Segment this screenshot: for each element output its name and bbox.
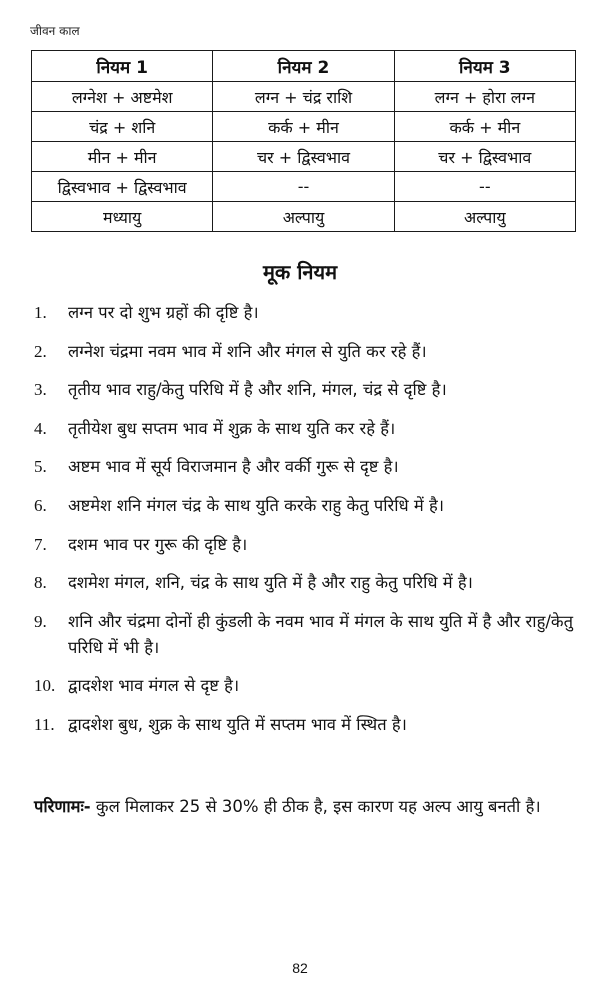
table-cell: --: [394, 172, 575, 202]
table-cell: कर्क + मीन: [394, 112, 575, 142]
table-cell: मध्यायु: [32, 202, 213, 232]
list-item: [34, 339, 579, 365]
list-item-number: 2.: [34, 341, 47, 361]
result-paragraph: [34, 793, 579, 820]
list-item-number: 7.: [34, 534, 47, 554]
list-item: [34, 712, 579, 738]
points-list: [34, 300, 579, 751]
list-item-text: द्वादशेश भाव मंगल से दृष्ट है।: [68, 676, 240, 696]
table-header-cell: नियम 1: [32, 51, 213, 82]
table-row: [32, 202, 576, 232]
table-cell: मीन + मीन: [32, 142, 213, 172]
list-item-number: 9.: [34, 611, 47, 631]
result-text: कुल मिलाकर 25 से 30% ही ठीक है, इस कारण यह अल्प आयु बनती है।: [90, 797, 541, 816]
list-item-number: 5.: [34, 457, 47, 477]
list-item-text: तृतीय भाव राहु/केतु परिधि में है और शनि, मंगल, चंद्र से दृष्टि है।: [68, 380, 447, 400]
list-item-text: दशम भाव पर गुरू की दृष्टि है।: [68, 534, 248, 554]
table-row: [32, 172, 576, 202]
table-cell: चर + द्विस्वभाव: [394, 142, 575, 172]
table-cell: चंद्र + शनि: [32, 112, 213, 142]
list-item-text: दशमेश मंगल, शनि, चंद्र के साथ युति में है और राहु केतु परिधि में है।: [68, 573, 473, 593]
page-number: 82: [292, 960, 308, 976]
list-item-number: 8.: [34, 573, 47, 593]
table-cell: कर्क + मीन: [213, 112, 394, 142]
table-cell: लग्न + चंद्र राशि: [213, 82, 394, 112]
table-header-cell: नियम 3: [394, 51, 575, 82]
list-item: [34, 493, 579, 519]
list-item: [34, 532, 579, 558]
list-item: [34, 609, 579, 661]
list-item-text: लग्न पर दो शुभ ग्रहों की दृष्टि है।: [68, 303, 259, 322]
table-row: [32, 142, 576, 172]
rules-table: [31, 50, 576, 232]
table-cell: अल्पायु: [213, 202, 394, 232]
table-cell: लग्न + होरा लग्न: [394, 82, 575, 112]
list-item-text: तृतीयेश बुध सप्तम भाव में शुक्र के साथ युति कर रहे हैं।: [68, 418, 396, 438]
list-item: [34, 377, 579, 403]
list-item: [34, 570, 579, 596]
list-item: [34, 300, 579, 326]
section-title: मूक नियम: [262, 260, 338, 284]
table-row: [32, 82, 576, 112]
result-label: परिणामः-: [34, 797, 91, 816]
table-cell: चर + द्विस्वभाव: [213, 142, 394, 172]
list-item-text: अष्टम भाव में सूर्य विराजमान है और वर्की गुरू से दृष्ट है।: [68, 457, 399, 477]
table-cell: द्विस्वभाव + द्विस्वभाव: [32, 172, 213, 202]
table-row: [32, 112, 576, 142]
list-item-number: 11.: [34, 714, 55, 734]
list-item-text: शनि और चंद्रमा दोनों ही कुंडली के नवम भाव में मंगल के साथ युति में है और राहु/केतु परिधि में भी है।: [68, 611, 573, 657]
table-header-row: [32, 51, 576, 82]
table-header-cell: नियम 2: [213, 51, 394, 82]
table-cell: --: [213, 172, 394, 202]
list-item-number: 6.: [34, 495, 47, 515]
table-cell: अल्पायु: [394, 202, 575, 232]
list-item-number: 3.: [34, 380, 47, 400]
running-head: जीवन काल: [30, 24, 80, 38]
list-item-text: द्वादशेश बुध, शुक्र के साथ युति में सप्तम भाव में स्थित है।: [68, 714, 407, 734]
list-item: [34, 673, 579, 699]
list-item-number: 10.: [34, 676, 56, 696]
list-item-number: 1.: [34, 303, 47, 322]
list-item: [34, 454, 579, 480]
list-item-number: 4.: [34, 418, 47, 438]
list-item: [34, 416, 579, 442]
table-cell: लग्नेश + अष्टमेश: [32, 82, 213, 112]
list-item-text: लग्नेश चंद्रमा नवम भाव में शनि और मंगल से युति कर रहे हैं।: [68, 341, 427, 361]
list-item-text: अष्टमेश शनि मंगल चंद्र के साथ युति करके राहु केतु परिधि में है।: [68, 495, 445, 515]
